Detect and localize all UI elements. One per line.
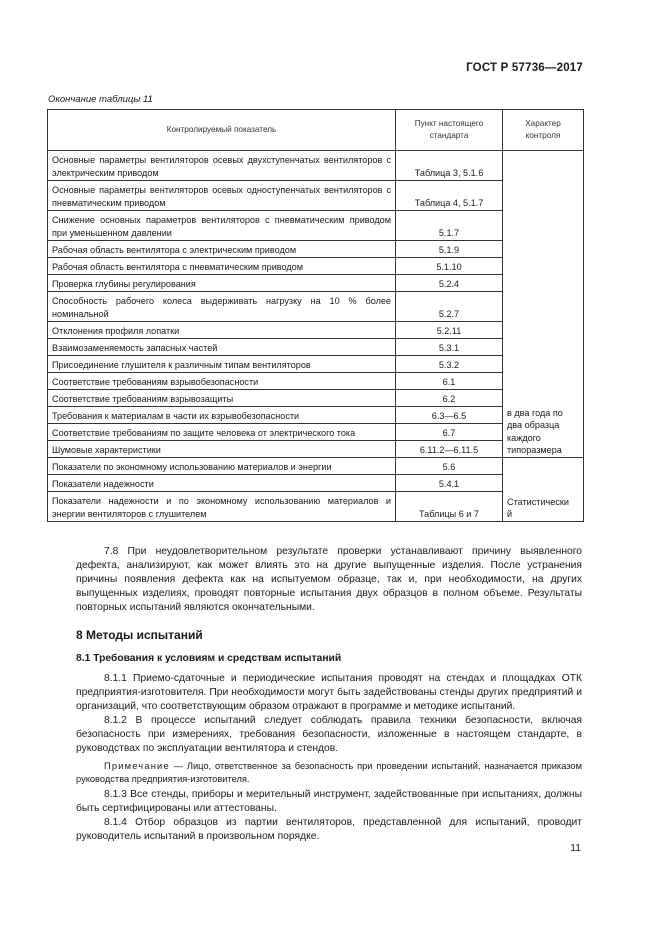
parameter-cell: Соответствие требованиям взрывобезопасности [48,373,396,390]
paragraph-8-1-3: 8.1.3 Все стенды, приборы и мерительный инструмент, задействованные при испытаниях, должны быть сертифицированы или аттестованы. [76,789,582,814]
parameter-cell: Шумовые характеристики [48,441,396,458]
clause-cell: 5.1.10 [396,258,503,275]
standard-header: ГОСТ Р 57736—2017 [466,62,583,74]
clause-cell: 6.2 [396,390,503,407]
note-label: Примечание [104,761,170,771]
subsection-8-1-title: 8.1 Требования к условиям и средствам испытаний [76,653,342,664]
table-row [48,151,584,181]
paragraph-8-1-2: 8.1.2 В процессе испытаний следует соблюдать правила техники безопасности, включая безопасность при измерениях, требования безопасности, изложенные в настоящем стандарте, в руководствах по эксплуатации вентилятора и стендов. [76,715,582,754]
parameter-cell: Показатели надежности и по экономному использованию материалов и энергии вентиляторов с глушителем [48,492,396,522]
clause-cell: 5.3.2 [396,356,503,373]
parameter-cell: Соответствие требованиям взрывозащиты [48,390,396,407]
parameter-cell: Проверка глубины регулирования [48,275,396,292]
parameter-cell: Показатели по экономному использованию материалов и энергии [48,458,396,475]
clause-cell: 5.2.11 [396,322,503,339]
parameter-cell: Показатели надежности [48,475,396,492]
parameter-cell: Рабочая область вентилятора с пневматическим приводом [48,258,396,275]
clause-cell: 5.1.9 [396,241,503,258]
control-type-cell: в два года по два образца каждого типоразмера [503,151,584,458]
paragraph-8-1-4: 8.1.4 Отбор образцов из партии вентиляторов, представленной для испытаний, проводит руководитель испытаний в произвольном порядке. [76,817,582,842]
page-number: 11 [570,843,581,854]
parameter-cell: Требования к материалам в части их взрывобезопасности [48,407,396,424]
clause-cell: Таблицы 6 и 7 [396,492,503,522]
parameter-cell: Соответствие требованиям по защите человека от электрического тока [48,424,396,441]
parameter-cell: Отклонения профиля лопатки [48,322,396,339]
clause-cell: 6.3—6.5 [396,407,503,424]
clause-cell: Таблица 3, 5.1.6 [396,151,503,181]
clause-cell: 5.6 [396,458,503,475]
table-caption: Окончание таблицы 11 [48,94,153,105]
control-type-text: Статистический [507,496,569,519]
clause-cell: 5.4.1 [396,475,503,492]
clause-cell: 5.2.4 [396,275,503,292]
clause-cell: Таблица 4, 5.1.7 [396,181,503,211]
parameter-cell: Основные параметры вентиляторов осевых одноступенчатых вентиляторов с пневматическим приводом [48,181,396,211]
table-row [48,458,584,475]
control-type-cell [503,458,584,522]
parameter-cell: Присоединение глушителя к различным типам вентиляторов [48,356,396,373]
parameter-cell: Снижение основных параметров вентиляторов с пневматическим приводом при уменьшенном давлении [48,211,396,241]
paragraph-8-1-1: 8.1.1 Приемо-сдаточные и периодические испытания проводят на стендах и площадках ОТК предприятия-изготовителя. При необходимости могут быть задействованы стенды других предприятий и организаций, что соответствующим образом отражают в программе и методике испытаний. [76,673,582,712]
note [76,760,582,786]
paragraph-7-8: 7.8 При неудовлетворительном результате проверки устанавливают причину выявленного дефекта, анализируют, как может влиять это на другие выпущенные изделия. После устранения причины появления дефекта как на испытуемом образце, так и, при необходимости, на других выпущенных изделиях, проводят повторные испытания двух образцов в полном объеме. Результаты повторных испытаний являются окончательными. [76,546,582,613]
clause-cell: 6.1 [396,373,503,390]
parameter-cell: Способность рабочего колеса выдерживать нагрузку на 10 % более номинальной [48,292,396,322]
parameter-cell: Основные параметры вентиляторов осевых двухступенчатых вентиляторов с электрическим приводом [48,151,396,181]
parameter-cell: Взаимозаменяемость запасных частей [48,339,396,356]
paragraphs-8-1-3-block [76,788,582,844]
note-text: — Лицо, ответственное за безопасность при проведении испытаний, назначается приказом руководства предприятия-изготовителя. [76,761,582,784]
column-header-clause: Пункт настоящего стандарта [396,110,503,151]
paragraphs-8-1-block [76,672,582,756]
parameter-cell: Рабочая область вентилятора с электрическим приводом [48,241,396,258]
clause-cell: 5.3.1 [396,339,503,356]
column-header-parameter: Контролируемый показатель [48,110,396,151]
clause-cell: 5.1.7 [396,211,503,241]
column-header-control: Характер контроля [503,110,584,151]
section-8-title: 8 Методы испытаний [76,628,203,642]
control-table [47,109,584,522]
clause-cell: 6.11.2—6.11.5 [396,441,503,458]
clause-cell: 6.7 [396,424,503,441]
clause-cell: 5.2.7 [396,292,503,322]
paragraph-7-8-block [76,545,582,615]
